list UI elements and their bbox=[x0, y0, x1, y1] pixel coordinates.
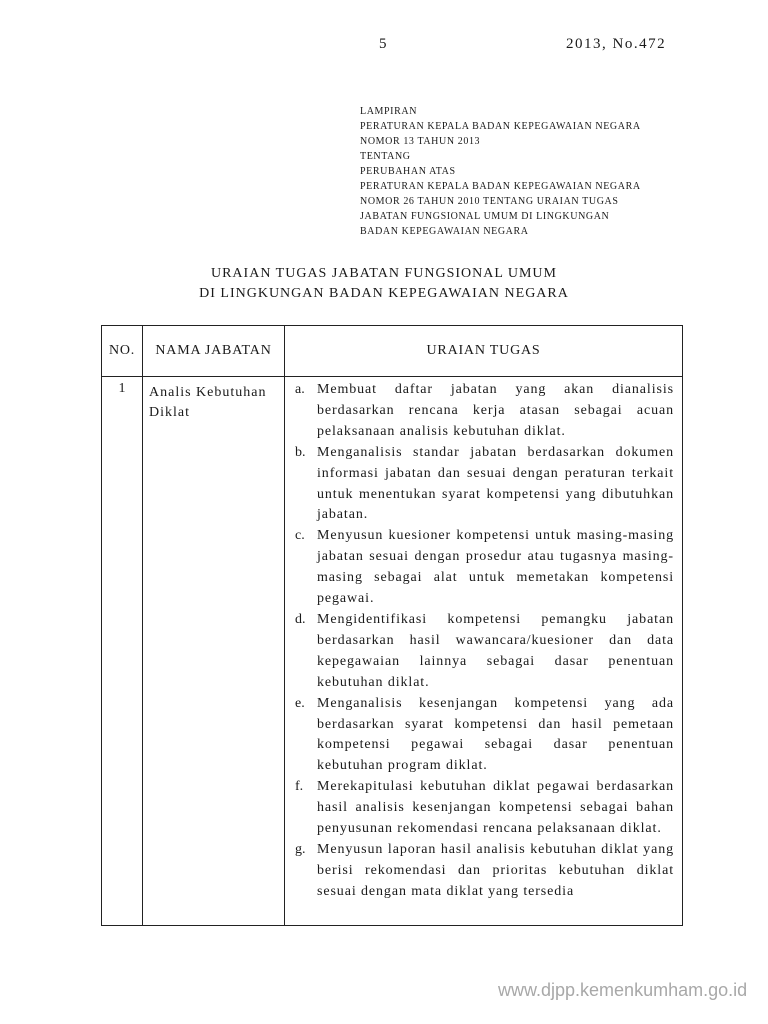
uraian-tugas-table bbox=[101, 325, 683, 926]
task-text: Menyusun kuesioner kompetensi untuk masing-masing jabatan sesuai dengan prosedur atau tugasnya masing-masing sebagai alat untuk memetakan kompetensi pegawai. bbox=[317, 528, 674, 607]
document-title-line-2: DI LINGKUNGAN BADAN KEPEGAWAIAN NEGARA bbox=[199, 286, 569, 301]
task-item bbox=[295, 526, 674, 610]
lampiran-line: NOMOR 26 TAHUN 2010 TENTANG URAIAN TUGAS bbox=[360, 196, 619, 207]
watermark-link[interactable]: www.djpp.kemenkumham.go.id bbox=[498, 980, 748, 1000]
lampiran-line: PERATURAN KEPALA BADAN KEPEGAWAIAN NEGARA bbox=[360, 121, 641, 132]
task-text: Menganalisis standar jabatan berdasarkan dokumen informasi jabatan dan sesuai dengan peraturan terkait untuk menentukan syarat kompetensi yang dibutuhkan jabatan. bbox=[317, 444, 674, 523]
task-item bbox=[295, 694, 674, 778]
lampiran-line: PERATURAN KEPALA BADAN KEPEGAWAIAN NEGARA bbox=[360, 181, 641, 192]
job-title: Analis Kebutuhan Diklat bbox=[143, 377, 285, 926]
task-item bbox=[295, 443, 674, 527]
lampiran-line: JABATAN FUNGSIONAL UMUM DI LINGKUNGAN bbox=[360, 211, 610, 222]
page-number: 5 bbox=[379, 36, 388, 52]
task-letter: c. bbox=[295, 528, 305, 544]
task-text: Menyusun laporan hasil analisis kebutuhan diklat yang berisi rekomendasi dan prioritas kebutuhan diklat sesuai dengan mata diklat yang tersedia bbox=[317, 841, 674, 899]
task-text: Mengidentifikasi kompetensi pemangku jabatan berdasarkan hasil wawancara/kuesioner dan data kepegawaian lainnya sebagai dasar penentuan kebutuhan diklat. bbox=[317, 611, 674, 690]
task-letter: g. bbox=[295, 841, 306, 857]
task-letter: d. bbox=[295, 611, 306, 627]
document-title-line-1: URAIAN TUGAS JABATAN FUNGSIONAL UMUM bbox=[210, 266, 557, 281]
lampiran-line: PERUBAHAN ATAS bbox=[360, 166, 456, 177]
lampiran-line: NOMOR 13 TAHUN 2013 bbox=[360, 136, 481, 147]
task-text: Merekapitulasi kebutuhan diklat pegawai berdasarkan hasil analisis kesenjangan kompetensi sebagai bahan penyusunan rekomendasi rencana pelaksanaan diklat. bbox=[317, 779, 674, 837]
task-letter: e. bbox=[295, 695, 305, 711]
header-nama-jabatan: NAMA JABATAN bbox=[143, 326, 285, 377]
lampiran-line: LAMPIRAN bbox=[360, 106, 418, 117]
task-letter: a. bbox=[295, 382, 305, 397]
task-text: Menganalisis kesenjangan kompetensi yang ada berdasarkan syarat kompetensi dan hasil pemetaan kompetensi pegawai sebagai dasar penentuan kebutuhan program diklat. bbox=[317, 695, 674, 774]
task-item bbox=[295, 610, 674, 694]
task-letter: b. bbox=[295, 444, 306, 460]
table-row bbox=[102, 377, 683, 926]
task-item bbox=[295, 777, 674, 840]
row-number: 1 bbox=[102, 377, 143, 926]
task-list bbox=[285, 377, 683, 926]
task-item bbox=[295, 840, 674, 903]
task-item bbox=[295, 380, 674, 443]
task-text: Membuat daftar jabatan yang akan dianalisis berdasarkan rencana kerja atasan sebagai acuan pelaksanaan analisis kebutuhan diklat. bbox=[317, 382, 674, 439]
table-header-row bbox=[102, 326, 683, 377]
lampiran-line: TENTANG bbox=[360, 151, 411, 162]
header-uraian-tugas: URAIAN TUGAS bbox=[285, 326, 683, 377]
task-letter: f. bbox=[295, 779, 304, 795]
header-no: NO. bbox=[102, 326, 143, 377]
lampiran-line: BADAN KEPEGAWAIAN NEGARA bbox=[360, 226, 529, 237]
lampiran-block bbox=[360, 104, 641, 239]
document-reference: 2013, No.472 bbox=[566, 36, 667, 52]
